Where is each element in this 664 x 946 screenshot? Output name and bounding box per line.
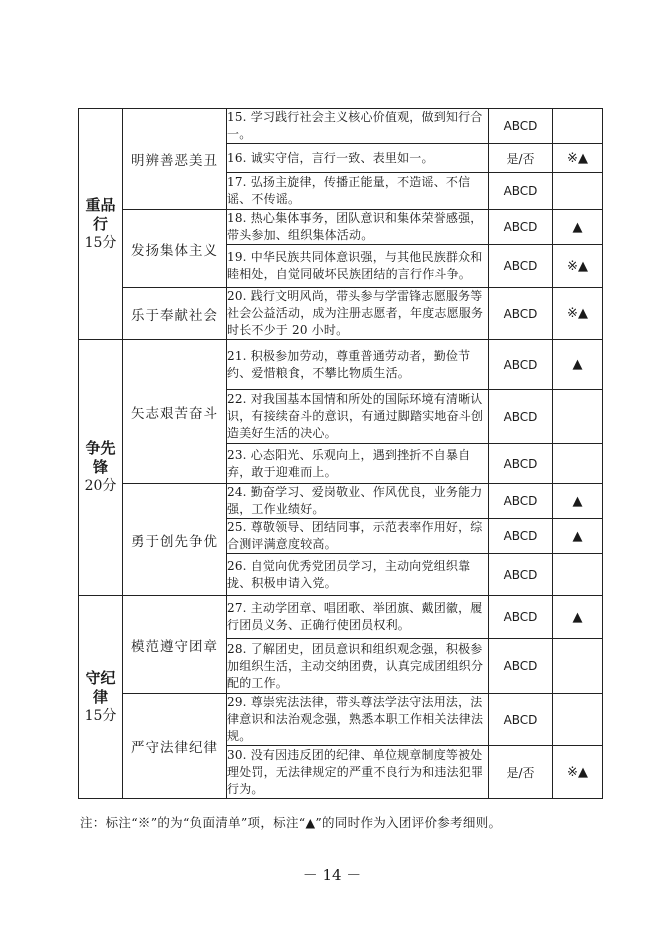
subcategory-title: 乐于奉献社会 bbox=[123, 288, 227, 340]
subcategory-title: 明辨善恶美丑 bbox=[123, 109, 227, 210]
item-description: 15. 学习践行社会主义核心价值观，做到知行合一。 bbox=[227, 109, 489, 144]
item-standard: ABCD bbox=[489, 444, 553, 484]
category-cell bbox=[79, 596, 123, 799]
item-mark bbox=[553, 390, 603, 444]
item-description: 21. 积极参加劳动，尊重普通劳动者，勤俭节约、爱惜粮食，不攀比物质生活。 bbox=[227, 340, 489, 390]
item-description: 25. 尊敬领导、团结同事，示范表率作用好，综合测评满意度较高。 bbox=[227, 519, 489, 554]
item-description: 30. 没有因违反团的纪律、单位规章制度等被处理处罚，无法律规定的严重不良行为和违法犯罪行为。 bbox=[227, 746, 489, 799]
evaluation-table-body bbox=[79, 109, 603, 799]
item-mark bbox=[553, 639, 603, 694]
category-score: 20分 bbox=[84, 478, 117, 494]
item-mark bbox=[553, 444, 603, 484]
item-mark: ※▲ bbox=[553, 144, 603, 173]
item-mark: ▲ bbox=[553, 519, 603, 554]
item-standard: 是/否 bbox=[489, 144, 553, 173]
page-number: － 14 － bbox=[302, 866, 362, 884]
item-standard: ABCD bbox=[489, 694, 553, 746]
subcategory-title: 勇于创先争优 bbox=[123, 484, 227, 596]
item-mark: ▲ bbox=[553, 340, 603, 390]
category-name: 争先锋 bbox=[85, 439, 116, 476]
item-mark: ※▲ bbox=[553, 746, 603, 799]
table-row bbox=[79, 340, 603, 390]
item-description: 27. 主动学团章、唱团歌、举团旗、戴团徽，履行团员义务、正确行使团员权利。 bbox=[227, 596, 489, 639]
evaluation-table bbox=[78, 108, 603, 799]
table-row bbox=[79, 596, 603, 639]
table-row bbox=[79, 694, 603, 746]
item-mark: ※▲ bbox=[553, 288, 603, 340]
item-description: 18. 热心集体事务，团队意识和集体荣誉感强，带头参加、组织集体活动。 bbox=[227, 210, 489, 245]
item-mark: ▲ bbox=[553, 210, 603, 245]
item-mark bbox=[553, 109, 603, 144]
table-row bbox=[79, 109, 603, 144]
item-description: 24. 勤奋学习、爱岗敬业、作风优良，业务能力强，工作业绩好。 bbox=[227, 484, 489, 519]
item-standard: ABCD bbox=[489, 596, 553, 639]
item-standard: ABCD bbox=[489, 173, 553, 210]
item-mark bbox=[553, 694, 603, 746]
item-description: 29. 尊崇宪法法律，带头尊法学法守法用法，法律意识和法治观念强，熟悉本职工作相关法律法规。 bbox=[227, 694, 489, 746]
item-description: 20. 践行文明风尚，带头参与学雷锋志愿服务等社会公益活动，成为注册志愿者，年度志愿服务时长不少于 20 小时。 bbox=[227, 288, 489, 340]
item-standard: ABCD bbox=[489, 210, 553, 245]
item-mark: ▲ bbox=[553, 596, 603, 639]
item-mark bbox=[553, 554, 603, 596]
item-mark: ※▲ bbox=[553, 245, 603, 288]
item-description: 22. 对我国基本国情和所处的国际环境有清晰认识，有接续奋斗的意识，有通过脚踏实地奋斗创造美好生活的决心。 bbox=[227, 390, 489, 444]
item-standard: ABCD bbox=[489, 288, 553, 340]
category-name: 守纪律 bbox=[85, 668, 116, 706]
item-description: 17. 弘扬主旋律，传播正能量，不造谣、不信谣、不传谣。 bbox=[227, 173, 489, 210]
item-description: 23. 心态阳光、乐观向上，遇到挫折不自暴自弃，敢于迎难而上。 bbox=[227, 444, 489, 484]
item-standard: ABCD bbox=[489, 519, 553, 554]
table-row bbox=[79, 484, 603, 519]
item-mark bbox=[553, 173, 603, 210]
item-description: 19. 中华民族共同体意识强，与其他民族群众和睦相处，自觉同破坏民族团结的言行作斗争。 bbox=[227, 245, 489, 288]
table-row bbox=[79, 210, 603, 245]
category-score: 15分 bbox=[84, 234, 117, 251]
category-score: 15分 bbox=[84, 707, 117, 724]
table-footnote: 注：标注“※”的为“负面清单”项，标注“▲”的同时作为入团评价参考细则。 bbox=[80, 815, 502, 830]
item-standard: 是/否 bbox=[489, 746, 553, 799]
subcategory-title: 矢志艰苦奋斗 bbox=[123, 340, 227, 484]
item-standard: ABCD bbox=[489, 639, 553, 694]
item-description: 26. 自觉向优秀党团员学习，主动向党组织靠拢、积极申请入党。 bbox=[227, 554, 489, 596]
category-cell bbox=[79, 340, 123, 596]
item-description: 28. 了解团史，团员意识和组织观念强，积极参加组织生活，主动交纳团费，认真完成团组织分配的工作。 bbox=[227, 639, 489, 694]
item-standard: ABCD bbox=[489, 109, 553, 144]
item-standard: ABCD bbox=[489, 390, 553, 444]
item-standard: ABCD bbox=[489, 245, 553, 288]
subcategory-title: 模范遵守团章 bbox=[123, 596, 227, 694]
item-standard: ABCD bbox=[489, 554, 553, 596]
item-standard: ABCD bbox=[489, 484, 553, 519]
item-standard: ABCD bbox=[489, 340, 553, 390]
item-description: 16. 诚实守信，言行一致、表里如一。 bbox=[227, 144, 489, 173]
category-cell bbox=[79, 109, 123, 340]
item-mark: ▲ bbox=[553, 484, 603, 519]
table-row bbox=[79, 288, 603, 340]
subcategory-title: 严守法律纪律 bbox=[123, 694, 227, 799]
subcategory-title: 发扬集体主义 bbox=[123, 210, 227, 288]
category-name: 重品行 bbox=[85, 195, 116, 233]
